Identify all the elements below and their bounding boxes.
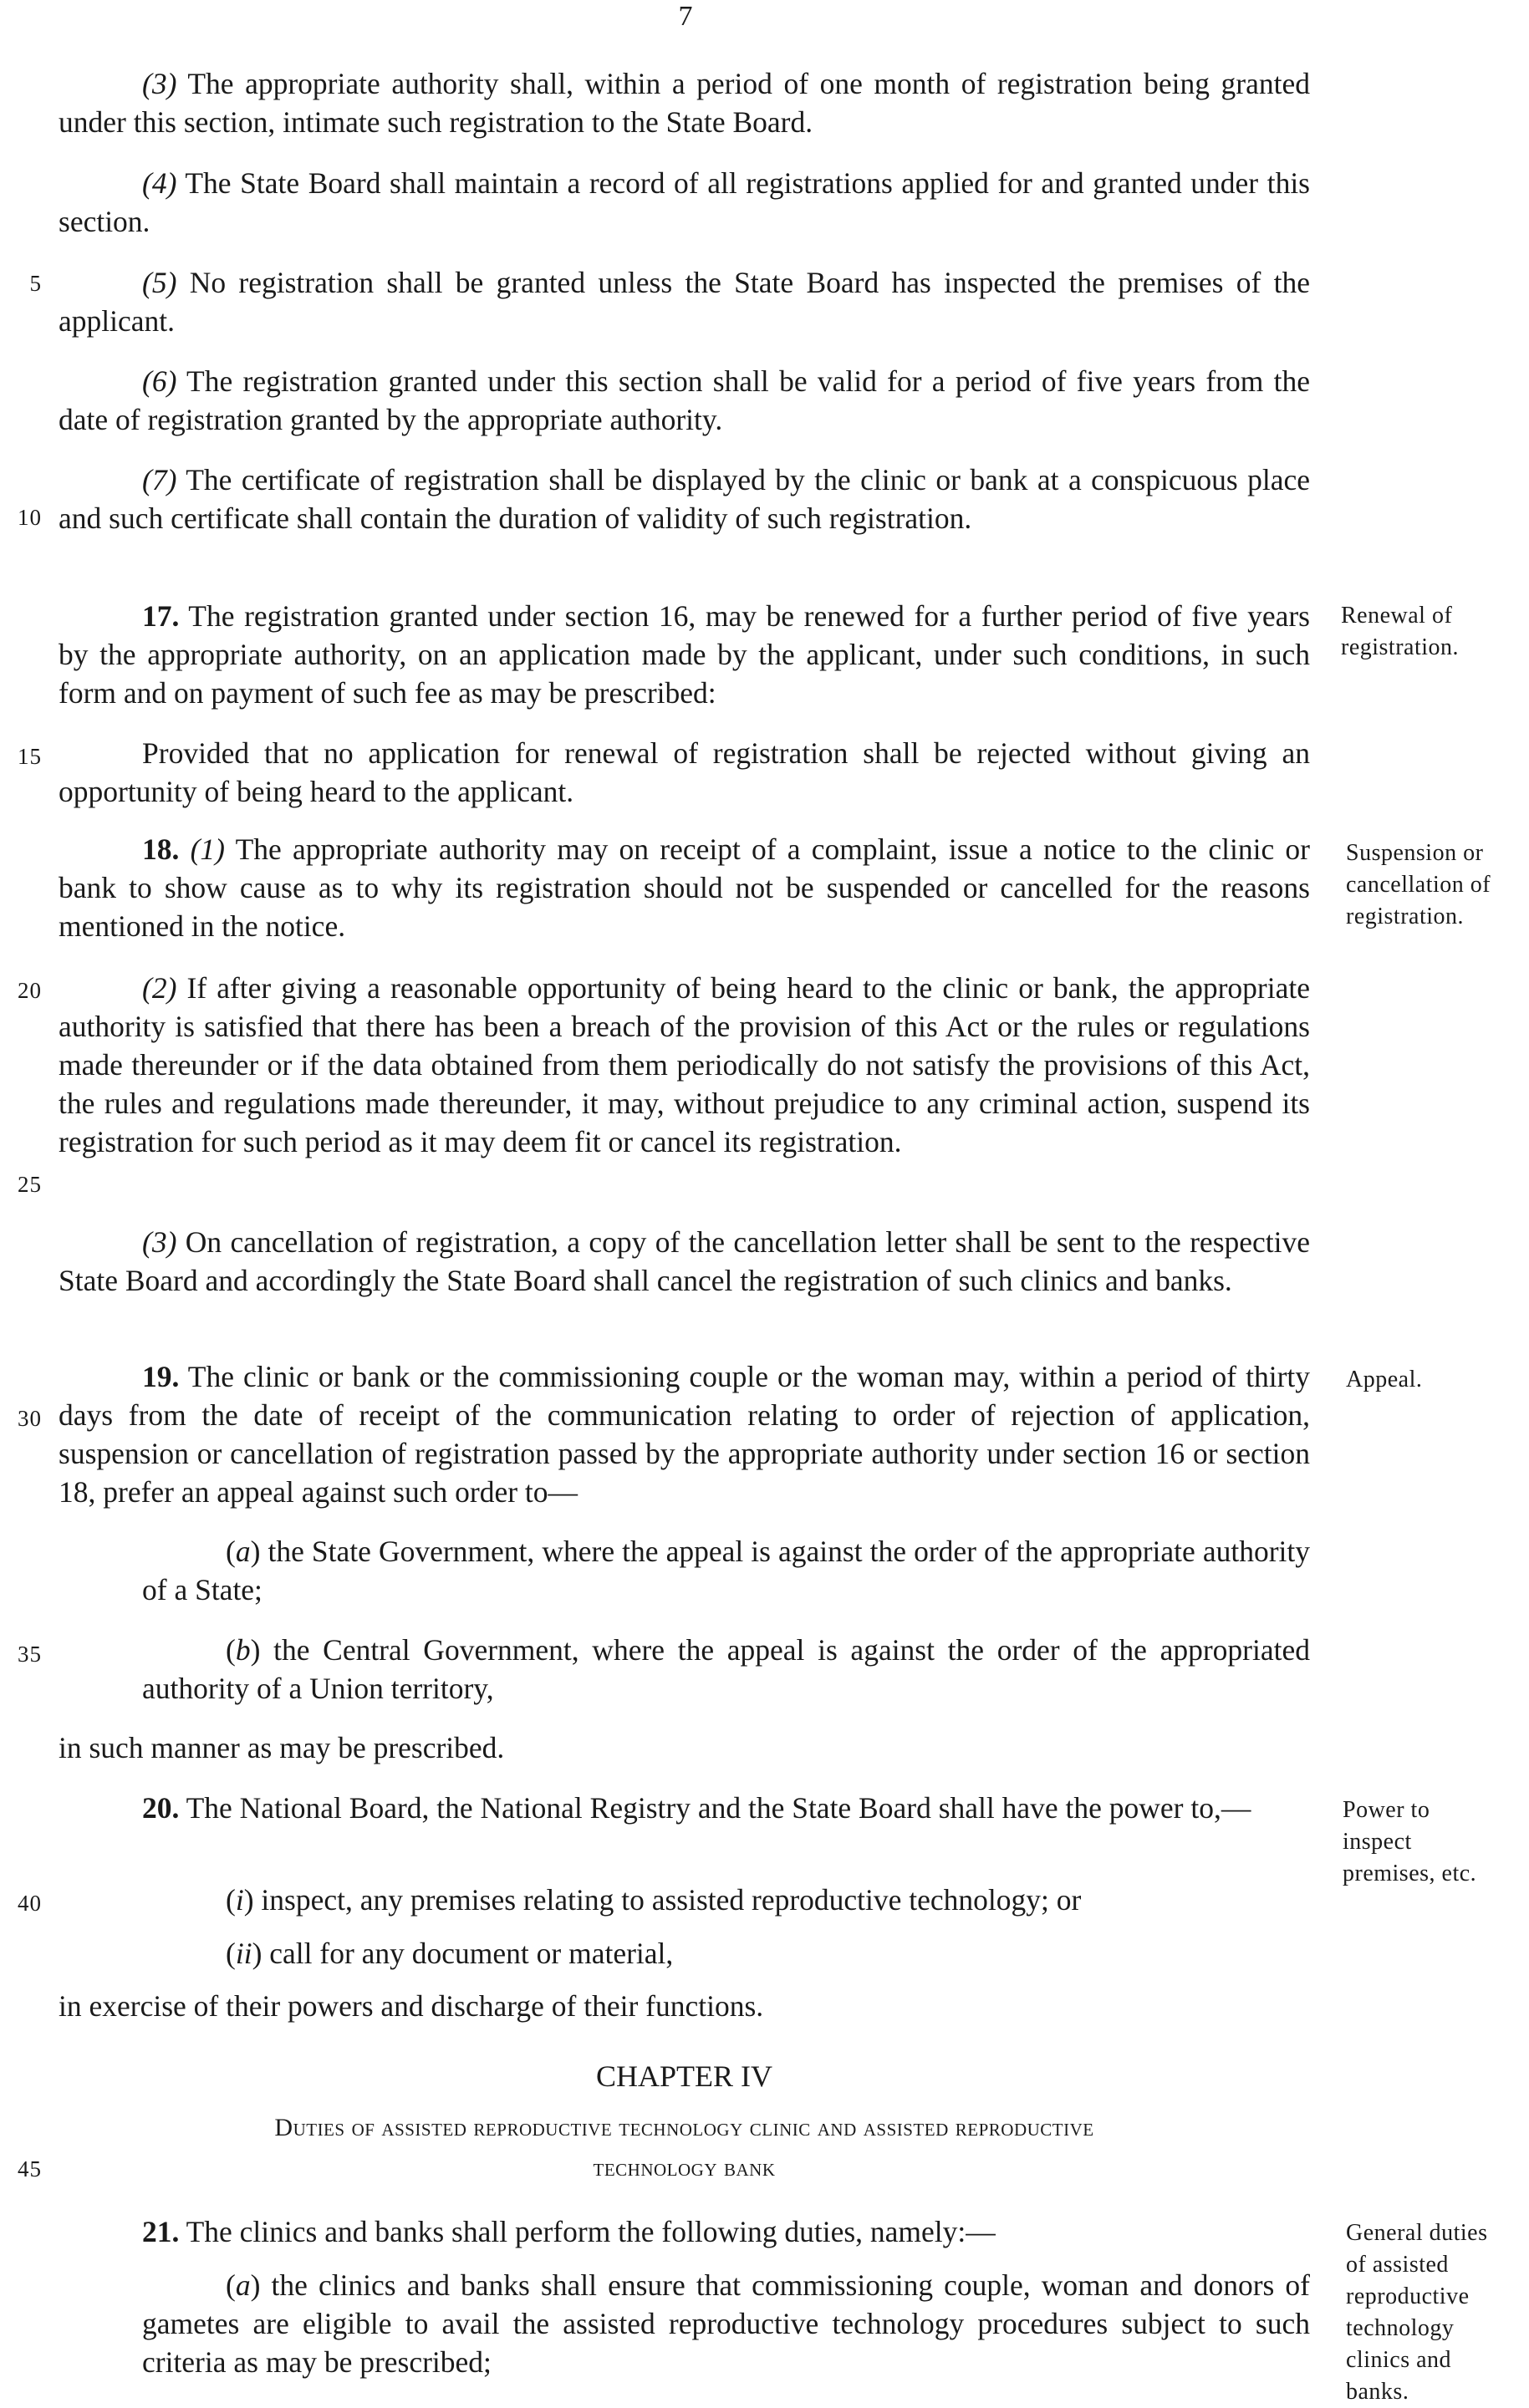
- clause-text: inspect, any premises relating to assisted reproductive technology; or: [253, 1883, 1082, 1917]
- section-21: [59, 2212, 1310, 2251]
- chapter-title-line: technology bank: [593, 2154, 776, 2181]
- margin-note-line: cancellation of: [1346, 872, 1491, 898]
- subsection-5: [59, 263, 1310, 340]
- section-17-proviso: Provided that no application for renewal of registration shall be rejected without giving an opportunity of being heard to the applicant.: [59, 736, 1310, 808]
- line-number: 35: [18, 1642, 42, 1667]
- margin-note-line: of assisted: [1346, 2252, 1449, 2278]
- clause-number: b: [235, 1633, 251, 1667]
- line-number: 40: [18, 1891, 42, 1916]
- chapter-title: [59, 2108, 1310, 2188]
- section-text: The National Board, the National Registry and the State Board shall have the power to,—: [179, 1791, 1251, 1825]
- margin-note-line: registration.: [1346, 904, 1465, 929]
- clause-number: (3): [142, 67, 177, 100]
- margin-note-line: reproductive: [1346, 2283, 1470, 2309]
- line-number: 15: [18, 744, 42, 769]
- section-text: The registration granted under section 16, may be renewed for a further period of five years by the appropriate authority, on an application made by the applicant, under such conditions, in such form and on payment of such fee as may be prescribed:: [59, 599, 1310, 710]
- section-20: [59, 1789, 1310, 1827]
- clause-text: The registration granted under this section shall be valid for a period of five years from the date of registration granted by the appropriate authority.: [59, 364, 1310, 436]
- page-number: 7: [678, 1, 693, 32]
- section-number: 19.: [142, 1360, 180, 1393]
- clause-number: (3): [142, 1225, 177, 1259]
- section-number: 18.: [142, 832, 180, 866]
- subsection-4: [59, 164, 1310, 241]
- margin-note-line: banks.: [1346, 2379, 1409, 2405]
- margin-note-line: registration.: [1341, 634, 1460, 660]
- clause-text: The certificate of registration shall be displayed by the clinic or bank at a conspicuous place and such certificate shall contain the duration of validity of such registration.: [59, 463, 1310, 535]
- margin-note-line: premises, etc.: [1343, 1861, 1477, 1886]
- line-number: 20: [18, 978, 42, 1003]
- margin-note-line: Appeal.: [1346, 1367, 1423, 1392]
- section-number: 21.: [142, 2215, 180, 2248]
- section-18-2: [59, 969, 1310, 1161]
- section-number: 20.: [142, 1791, 180, 1825]
- clause-number: a: [235, 2268, 251, 2302]
- section-19-tail: in such manner as may be prescribed.: [59, 1731, 505, 1764]
- line-number: 5: [29, 271, 42, 296]
- section-20-tail: in exercise of their powers and discharge of their functions.: [59, 1989, 764, 2023]
- chapter-title-line: Duties of assisted reproductive technology clinic and assisted reproductive: [274, 2114, 1094, 2141]
- section-text: The clinics and banks shall perform the following duties, namely:—: [179, 2215, 996, 2248]
- section-20-clause-i: (i) inspect, any premises relating to assisted reproductive technology; or: [226, 1883, 1082, 1917]
- clause-number: (1): [190, 832, 225, 866]
- margin-note-power: [1343, 1795, 1522, 1890]
- margin-note-line: Renewal of: [1341, 603, 1453, 629]
- clause-text: No registration shall be granted unless the State Board has inspected the premises of the applicant.: [59, 266, 1310, 338]
- section-number: 17.: [142, 599, 180, 633]
- clause-number: ii: [235, 1937, 252, 1970]
- section-19: [59, 1357, 1310, 1511]
- section-21-clause-a: (a) the clinics and banks shall ensure that commissioning couple, woman and donors of gametes are eligible to avail the assisted reproductive technology procedures subject to such criteria as may be prescribed;: [142, 2268, 1310, 2379]
- clause-number: a: [235, 1535, 251, 1568]
- line-number: 30: [18, 1406, 42, 1431]
- margin-note-line: technology: [1346, 2315, 1455, 2341]
- clause-number: (7): [142, 463, 177, 496]
- margin-note-line: General duties: [1346, 2220, 1488, 2246]
- clause-text: The State Board shall maintain a record of all registrations applied for and granted under this section.: [59, 166, 1310, 238]
- line-number: 45: [18, 2156, 42, 2181]
- section-text: The clinic or bank or the commissioning couple or the woman may, within a period of thirty days from the date of receipt of the communication relating to order of rejection of application, suspension or cancellation of registration passed by the appropriate authority under section 16 or section 18, prefer an appeal against such order to—: [59, 1360, 1310, 1509]
- clause-number: i: [235, 1883, 244, 1917]
- subsection-7: [59, 461, 1310, 537]
- margin-note-suspension: [1346, 837, 1526, 933]
- margin-note-renewal: [1341, 600, 1521, 664]
- clause-text: the Central Government, where the appeal is against the order of the appropriated authority of a Union territory,: [142, 1633, 1310, 1705]
- subsection-6: [59, 362, 1310, 439]
- clause-number: (4): [142, 166, 177, 200]
- margin-note-appeal: [1346, 1364, 1526, 1396]
- clause-text: the State Government, where the appeal is against the order of the appropriate authority of a State;: [142, 1535, 1310, 1606]
- clause-text: the clinics and banks shall ensure that commissioning couple, woman and donors of gametes are eligible to avail the assisted reproductive technology procedures subject to such criteria as may be prescribed;: [142, 2268, 1310, 2379]
- section-18-3: [59, 1223, 1310, 1300]
- margin-note-general-duties: [1346, 2217, 1526, 2408]
- margin-note-line: Power to: [1343, 1797, 1430, 1823]
- clause-number: (6): [142, 364, 177, 398]
- clause-text: The appropriate authority shall, within a period of one month of registration being granted under this section, intimate such registration to the State Board.: [59, 67, 1310, 139]
- line-number: 25: [18, 1172, 42, 1197]
- section-20-clause-ii: (ii) call for any document or material,: [226, 1937, 674, 1970]
- clause-number: (2): [142, 971, 177, 1005]
- clause-text: call for any document or material,: [262, 1937, 674, 1970]
- line-number: 10: [18, 505, 42, 530]
- chapter-heading: CHAPTER IV: [595, 2059, 772, 2093]
- section-19-clause-b: (b) the Central Government, where the appeal is against the order of the appropriated authority of a Union territory,: [142, 1633, 1310, 1705]
- section-17: [59, 597, 1310, 712]
- clause-text: If after giving a reasonable opportunity of being heard to the clinic or bank, the appropriate authority is satisfied that there has been a breach of the provision of this Act or the rules or regulations made thereunder or if the data obtained from them periodically do not satisfy the provisions of this Act, the rules and regulations made thereunder, it may, without prejudice to any criminal action, suspend its registration for such period as it may deem fit or cancel its registration.: [59, 971, 1310, 1158]
- margin-note-line: clinics and: [1346, 2347, 1452, 2373]
- clause-number: (5): [142, 266, 177, 299]
- section-text: The appropriate authority may on receipt of a complaint, issue a notice to the clinic or bank to show cause as to why its registration should not be suspended or cancelled for the reasons mentioned in the notice.: [59, 832, 1310, 943]
- section-19-clause-a: (a) the State Government, where the appeal is against the order of the appropriate authority of a State;: [142, 1535, 1310, 1606]
- margin-note-line: inspect: [1343, 1829, 1412, 1855]
- margin-note-line: Suspension or: [1346, 840, 1484, 866]
- section-18-1: [59, 830, 1310, 945]
- clause-text: On cancellation of registration, a copy of the cancellation letter shall be sent to the respective State Board and accordingly the State Board shall cancel the registration of such clinics and banks.: [59, 1225, 1310, 1297]
- subsection-3: [59, 64, 1310, 141]
